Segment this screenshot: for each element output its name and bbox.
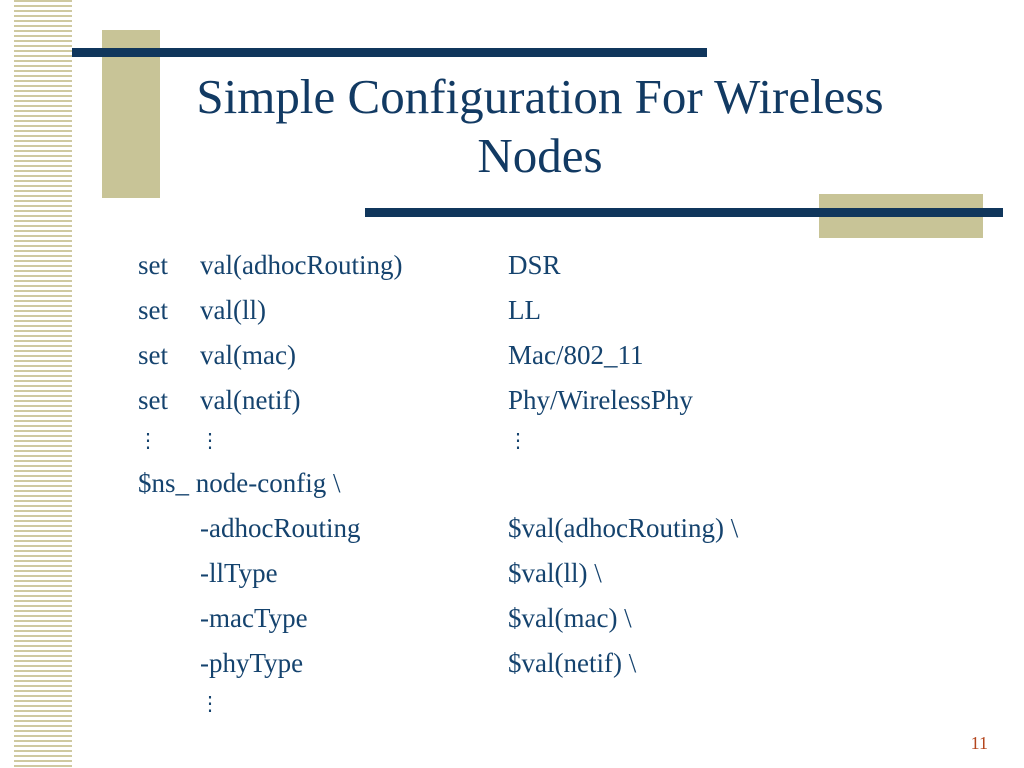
top-navy-rule-decoration: [72, 48, 707, 57]
set-value: Phy/WirelessPhy: [508, 385, 693, 415]
vertical-ellipsis-icon: ⋮: [200, 693, 220, 715]
set-value: LL: [508, 295, 541, 325]
vertical-ellipsis-icon: ⋮: [508, 430, 528, 452]
node-config-text: $ns_ node-config \: [138, 468, 341, 498]
code-line-option-adhocrouting: [138, 515, 958, 560]
set-value: DSR: [508, 250, 561, 280]
set-value: Mac/802_11: [508, 340, 644, 370]
code-line-option-lltype: [138, 560, 958, 605]
code-line-node-config: [138, 470, 958, 515]
vertical-ellipsis-icon: ⋮: [138, 430, 158, 452]
set-keyword: set: [138, 295, 168, 325]
option-name: -llType: [200, 558, 278, 588]
option-name: -macType: [200, 603, 308, 633]
option-value: $val(ll) \: [508, 558, 602, 588]
option-name: -adhocRouting: [200, 513, 361, 543]
page-number: 11: [970, 733, 988, 753]
slide-title: Simple Configuration For Wireless Nodes: [196, 69, 884, 183]
option-value: $val(netif) \: [508, 648, 637, 678]
set-variable: val(netif): [200, 385, 301, 415]
code-line-set-mac: [138, 342, 958, 387]
code-body: [138, 252, 958, 733]
option-value: $val(adhocRouting) \: [508, 513, 739, 543]
code-line-set-netif: [138, 387, 958, 432]
option-name: -phyType: [200, 648, 304, 678]
code-line-option-phytype: [138, 650, 958, 695]
set-variable: val(ll): [200, 295, 266, 325]
vertical-ellipsis-icon: ⋮: [200, 430, 220, 452]
set-keyword: set: [138, 385, 168, 415]
set-keyword: set: [138, 340, 168, 370]
set-keyword: set: [138, 250, 168, 280]
code-ellipsis-row-1: [138, 432, 958, 470]
set-variable: val(mac): [200, 340, 296, 370]
mid-navy-rule-decoration: [365, 208, 1003, 217]
code-ellipsis-row-2: [138, 695, 958, 733]
code-line-set-adhocrouting: [138, 252, 958, 297]
set-variable: val(adhocRouting): [200, 250, 403, 280]
option-value: $val(mac) \: [508, 603, 632, 633]
code-line-set-ll: [138, 297, 958, 342]
code-line-option-mactype: [138, 605, 958, 650]
left-stripe-decoration: [14, 0, 72, 768]
